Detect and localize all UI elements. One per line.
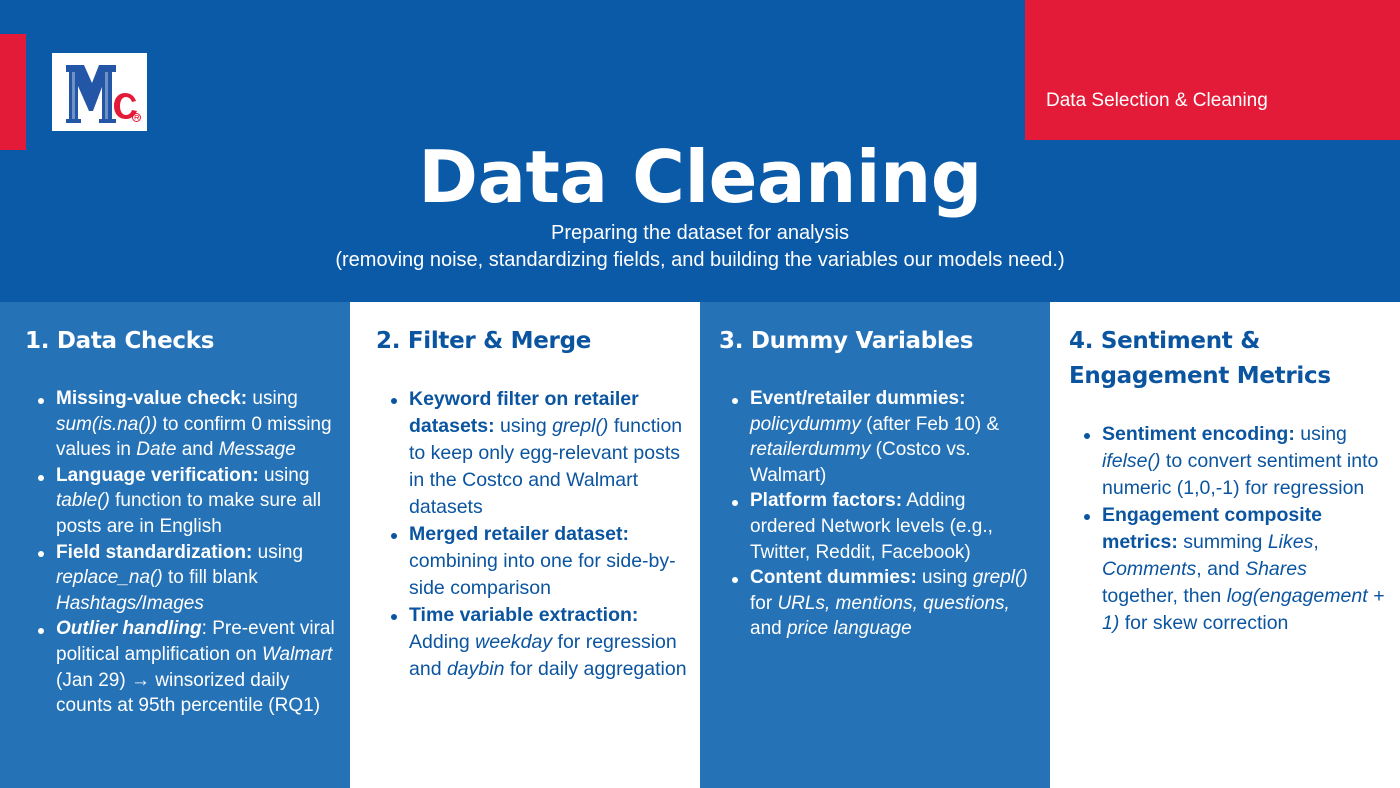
item-code: policydummy [750,413,861,435]
item-heading: Event/retailer dummies: [750,388,966,409]
list-item [56,616,336,718]
list-item [750,386,1035,488]
header-banner [0,0,1400,302]
item-code: Comments [1102,558,1197,580]
item-text: , and [1196,558,1246,580]
item-text: using [247,388,298,409]
item-code: Date [136,439,177,461]
panel-title [1069,324,1389,394]
section-tab [1025,0,1400,140]
item-text: to convert sentiment into numeric (1,0,-1) for regression [1102,450,1379,499]
item-text: for skew correction [1119,612,1289,634]
item-text: for [750,592,778,614]
item-text: : Pre-event viral political amplification on [56,618,335,665]
item-text: using [916,567,973,589]
item-text: Adding [409,631,476,653]
bullet-list [409,386,691,683]
item-code: Walmart [261,643,333,665]
item-text: together, then [1102,585,1227,607]
page-title: Data Cleaning [418,135,982,219]
bullet-list [750,386,1035,642]
item-text: for regression and [409,631,677,680]
item-code: retailerdummy [750,439,871,461]
item-code: URLs, mentions, questions, [777,592,1010,614]
list-item [750,565,1035,642]
item-text: and [750,618,787,640]
list-item [409,521,691,602]
item-text: (Costco vs. Walmart) [750,439,971,486]
list-item [56,540,336,617]
item-heading: Platform factors: [750,490,903,512]
item-code: log(engagement + 1) [1102,585,1385,634]
item-text: function to keep only egg-relevant posts in the Costco and Walmart datasets [409,415,683,518]
item-code: grepl() [972,567,1028,589]
list-item [56,463,336,540]
item-code: Likes [1267,531,1314,553]
item-code: sum(is.na()) [56,413,158,435]
list-item [1102,421,1387,502]
list-item [409,386,691,521]
subtitle-line-1: Preparing the dataset for analysis [551,222,849,244]
panel-sentiment-engagement [1050,302,1400,788]
list-item [750,488,1035,565]
item-text: (after Feb 10) & [860,413,1000,435]
list-item [409,602,691,683]
item-code: grepl() [552,415,609,437]
mccormick-mc-logo-icon [52,53,147,131]
item-heading: Engagement composite metrics: [1102,504,1322,553]
left-red-accent [0,34,26,150]
item-heading: Content dummies: [750,567,917,589]
item-code: weekday [475,631,553,653]
item-text: , [1313,531,1319,553]
item-text: using [258,464,310,486]
item-heading: Outlier handling [56,618,202,640]
item-text: function to make sure all posts are in English [56,490,322,537]
item-code: ifelse() [1102,450,1161,472]
panel-filter-merge [350,302,700,788]
item-code: price language [786,618,912,640]
item-code: Shares [1245,558,1307,580]
item-text: for daily aggregation [504,658,687,680]
list-item [56,386,336,463]
subtitle-line-2: (removing noise, standardizing fields, and building the variables our models need.) [335,249,1065,271]
item-text: using [1294,423,1347,445]
item-heading: Missing-value check: [56,388,248,409]
item-heading: Time variable extraction: [409,604,639,626]
item-code: replace_na() [56,567,163,589]
item-text: to confirm 0 missing values in [56,413,332,461]
panel-title-line-1: 4. Sentiment & [1069,328,1260,354]
panel-title-line-2: Engagement Metrics [1069,363,1331,389]
panel-title: 1. Data Checks [25,328,215,354]
panel-title: 2. Filter & Merge [376,328,592,354]
bullet-list [56,386,336,719]
item-text: and [176,439,219,461]
list-item [1102,502,1387,637]
item-heading: Language verification: [56,464,259,486]
item-heading: Sentiment encoding: [1102,423,1295,445]
item-heading: Merged retailer dataset: [409,523,629,545]
item-code: Message [218,439,296,461]
item-heading: Field standardization: [56,541,253,563]
item-code: table() [56,490,110,512]
item-code: Hashtags/Images [56,592,204,614]
item-heading: Keyword filter on retailer datasets: [409,388,639,437]
section-tab-label: Data Selection & Cleaning [1046,90,1268,111]
panel-data-checks [0,302,350,788]
item-text: summing [1177,531,1268,553]
item-text: Adding ordered Network levels (e.g., Twitter, Reddit, Facebook) [750,490,993,563]
item-text: (Jan 29) → winsorized daily counts at 95th percentile (RQ1) [56,669,321,717]
panel-dummy-variables [700,302,1050,788]
item-text: to fill blank [162,567,258,589]
item-text: combining into one for side-by-side comparison [409,550,676,599]
item-code: daybin [446,658,505,680]
item-text: using [252,541,304,563]
bullet-list [1102,421,1387,637]
item-text: using [494,415,553,437]
panel-title: 3. Dummy Variables [719,328,974,354]
